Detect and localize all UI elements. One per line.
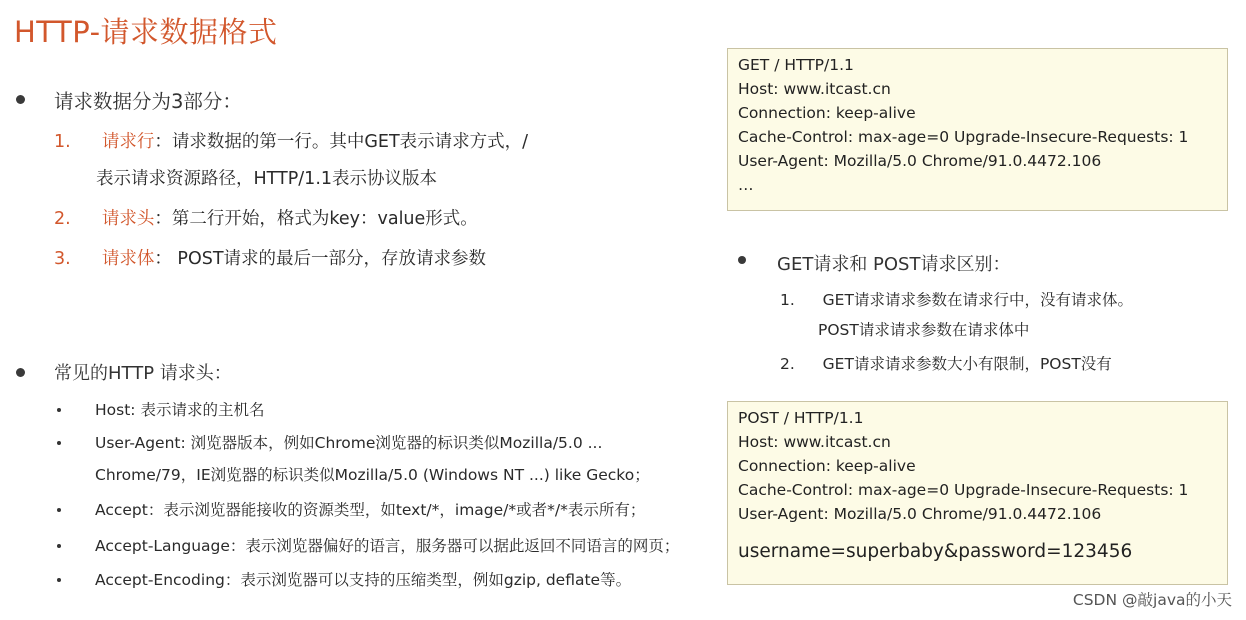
diff-item-1: [780, 288, 1133, 310]
page-title: HTTP-请求数据格式: [14, 15, 278, 49]
item-label: 请求行: [101, 132, 155, 152]
get-line: GET / HTTP/1.1: [738, 56, 854, 74]
section1-item-1: [54, 128, 528, 153]
diff-item-1-cont: POST请求请求参数在请求体中: [818, 321, 1030, 339]
item-label: 请求体: [101, 249, 155, 269]
item-text: ：请求数据的第一行。其中GET表示请求方式，/: [154, 132, 529, 152]
post-request-example: [727, 401, 1228, 585]
section1-heading: 请求数据分为3部分：: [54, 90, 242, 113]
get-line: Connection: keep-alive: [738, 104, 916, 122]
section2-heading: 常见的HTTP 请求头：: [54, 363, 232, 384]
header-item-host: Host: 表示请求的主机名: [95, 401, 265, 419]
header-item-accept-encoding: Accept-Encoding：表示浏览器可以支持的压缩类型，例如gzip, deflate等。: [95, 571, 632, 589]
item-text: ：第二行开始，格式为key：value形式。: [154, 209, 478, 229]
item-number: 2.: [780, 355, 795, 373]
item-number: 3.: [54, 249, 71, 269]
item-text: GET请求请求参数在请求行中，没有请求体。: [822, 291, 1133, 309]
sub-bullet-dot: [57, 544, 61, 548]
section1-item-1-cont: 表示请求资源路径，HTTP/1.1表示协议版本: [96, 169, 438, 189]
post-line: User-Agent: Mozilla/5.0 Chrome/91.0.4472.106: [738, 505, 1102, 523]
diff-heading: GET请求和 POST请求区别：: [777, 254, 1011, 275]
item-number: 2.: [54, 209, 71, 229]
get-line: Cache-Control: max-age=0 Upgrade-Insecure-Requests: 1: [738, 128, 1189, 146]
header-item-accept-language: Accept-Language：表示浏览器偏好的语言，服务器可以据此返回不同语言的网页；: [95, 537, 680, 555]
sub-bullet-dot: [57, 441, 61, 445]
item-label: 请求头: [101, 209, 155, 229]
diff-item-2: [780, 352, 1112, 374]
bullet-dot: [738, 256, 746, 264]
header-item-user-agent-cont: Chrome/79，IE浏览器的标识类似Mozilla/5.0 (Windows NT ...) like Gecko；: [95, 466, 650, 484]
sub-bullet-dot: [57, 508, 61, 512]
watermark: CSDN @敲java的小天: [1072, 591, 1232, 609]
get-line: …: [738, 176, 754, 194]
header-item-accept: Accept：表示浏览器能接收的资源类型，如text/*，image/*或者*/*表示所有；: [95, 501, 646, 519]
item-text: ： POST请求的最后一部分，存放请求参数: [154, 249, 487, 269]
item-number: 1.: [780, 291, 795, 309]
get-line: User-Agent: Mozilla/5.0 Chrome/91.0.4472.106: [738, 152, 1102, 170]
post-body: username=superbaby&password=123456: [738, 541, 1133, 562]
sub-bullet-dot: [57, 408, 61, 412]
post-line: Connection: keep-alive: [738, 457, 916, 475]
get-request-example: [727, 48, 1228, 211]
post-line: Host: www.itcast.cn: [738, 433, 891, 451]
post-line: POST / HTTP/1.1: [738, 409, 864, 427]
post-line: Cache-Control: max-age=0 Upgrade-Insecure-Requests: 1: [738, 481, 1189, 499]
item-number: 1.: [54, 132, 71, 152]
section1-item-2: [54, 205, 478, 230]
header-item-user-agent: User-Agent: 浏览器版本，例如Chrome浏览器的标识类似Mozilla/5.0 ...: [95, 434, 603, 452]
get-line: Host: www.itcast.cn: [738, 80, 891, 98]
bullet-dot: [16, 368, 25, 377]
sub-bullet-dot: [57, 578, 61, 582]
section1-item-3: [54, 245, 486, 270]
bullet-dot: [16, 95, 25, 104]
item-text: GET请求请求参数大小有限制，POST没有: [822, 355, 1112, 373]
